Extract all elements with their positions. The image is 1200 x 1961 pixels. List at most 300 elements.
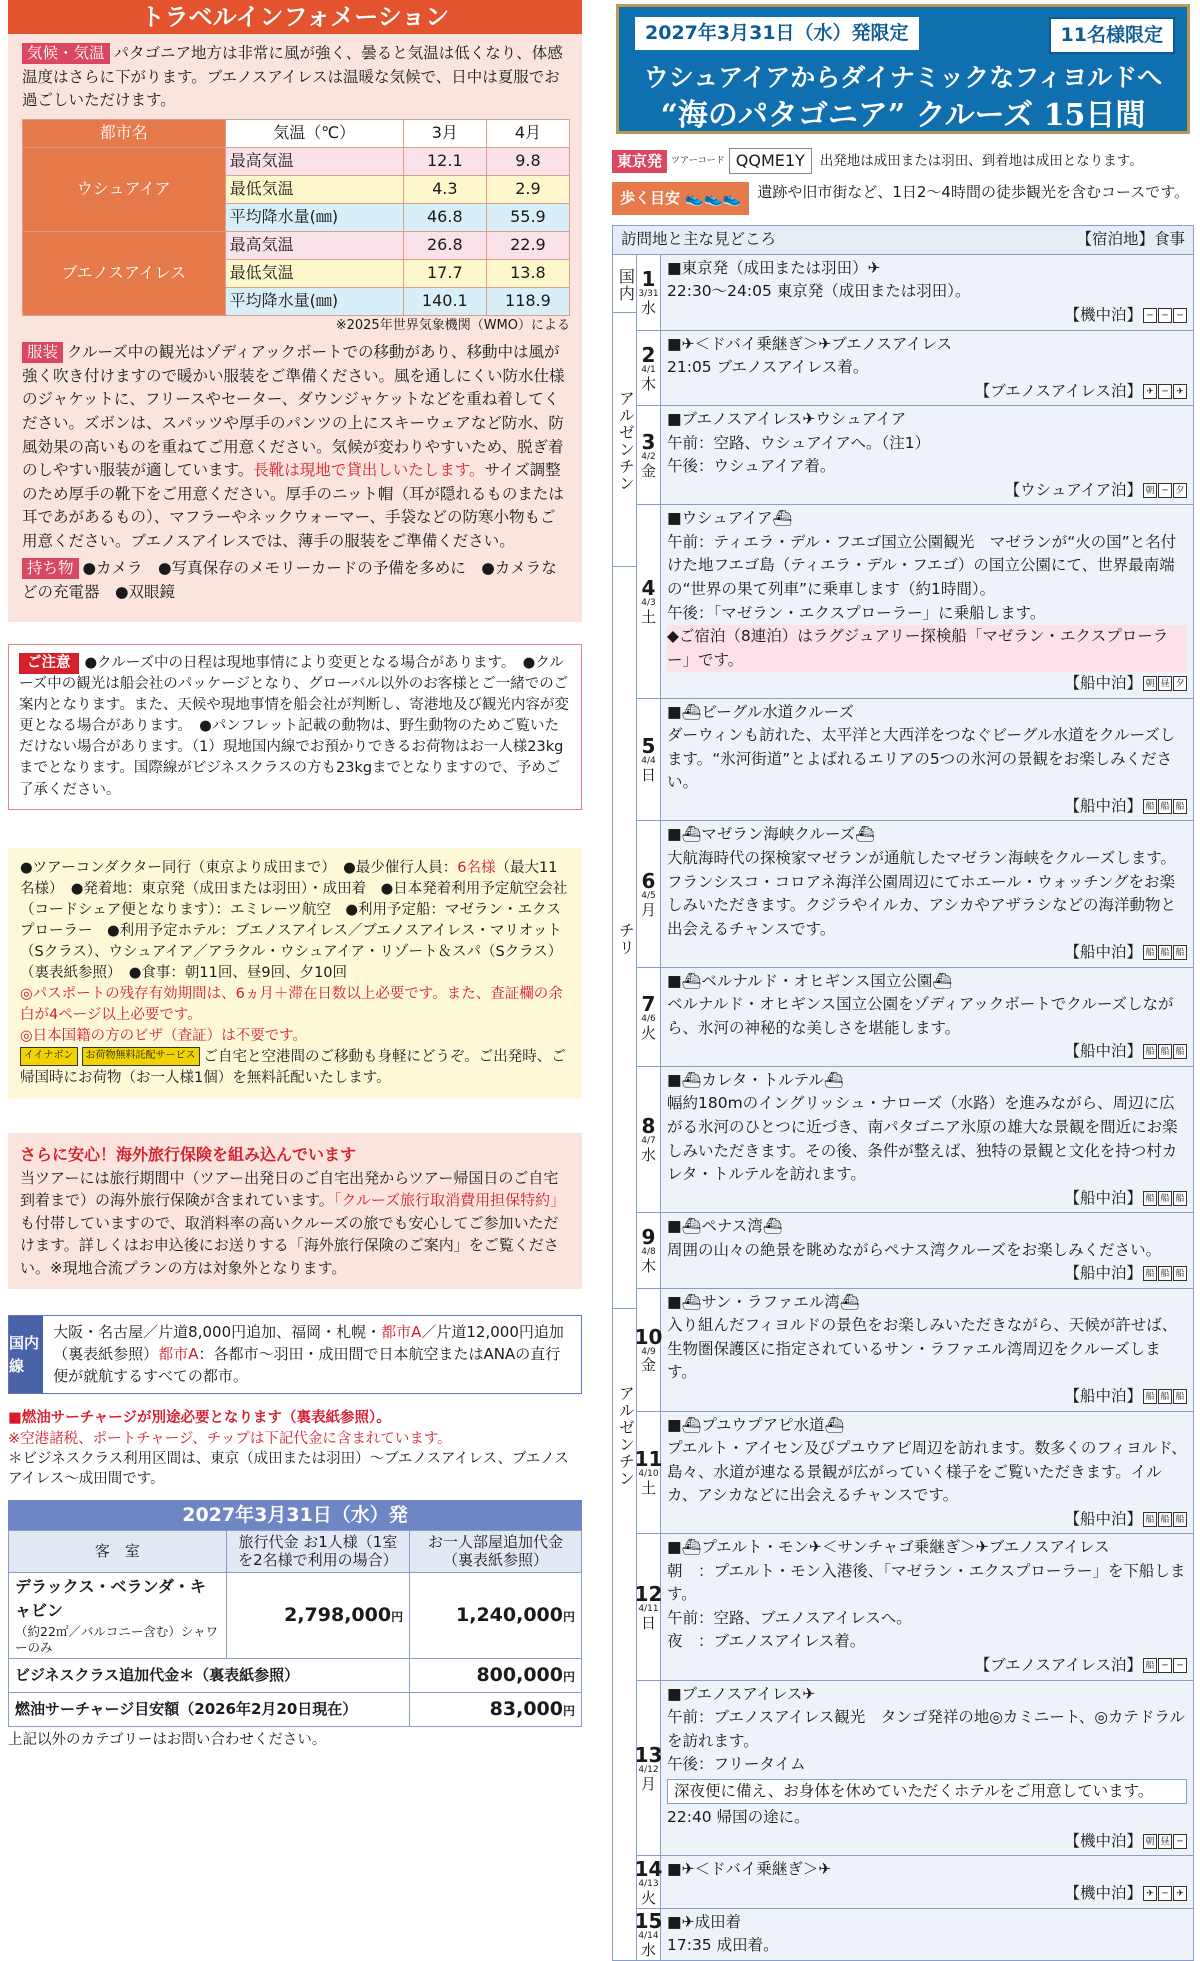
itinerary-day [634,1681,1193,1857]
meal-icon: 船 [1143,799,1157,814]
caution-box [8,644,582,809]
day-route: ■ウシュアイア⛴ [667,509,793,528]
insurance-heading: さらに安心！海外旅行保険を組み込んでいます [20,1144,357,1164]
meal-icon: ✈ [1143,384,1157,399]
day-detail: 22:30～24:05 東京発（成田または羽田）。 [667,282,971,301]
cell: 4.3 [403,175,486,203]
climate-label: 気候・気温 [22,43,110,64]
itinerary-header-right: 【宿泊地】食事 [1076,230,1185,249]
day-route: ■⛴ビーグル水道クルーズ [667,702,854,721]
day-content [661,1909,1193,1960]
price-title: 2027年3月31日（水）発 [8,1500,582,1530]
day-number-cell [637,255,661,330]
day-number-cell [634,1908,663,1960]
day-number: 4 [641,576,656,601]
banner-subtitle: ウシュアイアからダイナミックなフィヨルドへ [643,63,1163,92]
cell: 2.9 [486,175,569,203]
day-date: 4/3 [641,598,656,609]
day-route: ■⛴サン・ラファエル湾⛴ [667,1292,860,1311]
departure-row [612,148,1194,174]
baggage-delivery-badge: お荷物無料託配サービス [82,1047,200,1066]
day-accommodation [667,1830,1187,1854]
insurance-text [20,1167,570,1280]
meal-icon: ─ [1158,1886,1172,1901]
travel-info-box [8,0,582,622]
day-number-cell [637,331,661,406]
day-number-cell [637,1213,661,1288]
stay-label: 【船中泊】 [1064,1042,1142,1061]
day-detail: 周囲の山々の絶景を眺めながらペナス湾クルーズをお楽しみください。 [667,1240,1162,1259]
itinerary-table [612,225,1194,1960]
day-number: 11 [634,1447,663,1472]
day-weekday: 月 [640,1774,656,1793]
day-date: 4/12 [638,1764,659,1775]
row-label: 最低気温 [225,259,403,287]
day-number-cell [637,699,661,821]
yen: 円 [391,1610,404,1625]
domestic-text-3: ：各都市～羽田・成田間で日本航空またはANAの直行便が就航するすべての都市。 [53,1344,561,1385]
tour-banner [616,4,1190,134]
day-number-cell [637,406,661,504]
yen: 円 [562,1610,575,1625]
day-date: 4/7 [641,1136,656,1147]
stay-label: 【船中泊】 [1064,1509,1142,1528]
limit-badge: 11名様限定 [1049,17,1175,54]
itinerary-day [637,1067,1193,1213]
left-column [8,0,582,1751]
itinerary-day [634,1412,1193,1535]
tour-code: QQME1Y [729,148,812,174]
row-label: 最高気温 [225,147,403,175]
clothing-label: 服装 [22,342,63,363]
day-detail: ◆ご宿泊（8連泊）はラグジュアリー探検船「マゼラン・エクスプローラー」です。 [667,625,1187,672]
price-table [8,1530,582,1727]
day-detail: プエルト・アイセン及びプユウアピ周辺を訪れます。数多くのフィヨルド、島々、水道が連なる景観が広がっていく様子をご覧いただきます。イルカ、アシカなどに出会えるチャンスです。 [667,1439,1187,1505]
meal-icon: 船 [1158,945,1172,960]
day-detail: 午後：「マゼラン・エクスプローラー」に乗船します。 [667,603,1046,622]
day-date: 4/1 [641,364,656,375]
day-weekday: 木 [640,1257,656,1276]
meal-icon: ─ [1173,1834,1187,1849]
caution-label: ご注意 [19,653,79,674]
tour-code-label: ツアーコード [671,155,725,166]
itinerary-day [637,699,1193,822]
country-label: アルゼンチン [613,313,637,567]
domestic-text-2: ／片道12,000円追加（裏表紙参照） [53,1323,564,1363]
walking-tag [612,182,749,215]
day-number: 10 [634,1324,663,1349]
itinerary-header [613,226,1193,255]
fare-price: 2,798,000 [284,1604,392,1627]
stay-label: 【機中泊】 [1064,305,1142,324]
fuel-cell [410,1693,582,1727]
day-content [661,699,1193,821]
cell: 118.9 [486,287,569,315]
day-accommodation [667,1187,1187,1211]
day-date: 4/10 [638,1469,659,1480]
day-content [661,1412,1193,1534]
insurance-cancel-note: 「クルーズ旅行取消費用担保特約」 [333,1191,566,1210]
itinerary-day [637,968,1193,1067]
meal-icon: ─ [1173,308,1187,323]
day-route: ■⛴プユウプアピ水道⛴ [667,1415,845,1434]
boots-rental-note: 長靴は現地で貸出しいたします。 [253,461,485,480]
day-route: ■✈＜ドバイ乗継ぎ＞✈ [667,1860,832,1879]
itinerary-day [637,406,1193,505]
day-date: 4/2 [641,452,656,463]
fuel-note-3: ＊ビジネスクラス利用区間は、東京（成田または羽田）～ブエノスアイレス、ブエノスアイレス～成田間です。 [8,1451,569,1488]
meal-icon: 夕 [1173,676,1187,691]
day-content [661,1067,1193,1212]
country-column [613,255,637,1960]
stay-label: 【ウシュアイア泊】 [1004,480,1142,499]
domestic-label: 国内線 [9,1316,43,1393]
day-accommodation [667,795,1187,819]
items-text: ●カメラ ●写真保存のメモリーカードの予備を多めに ●カメラなどの充電器 ●双眼鏡 [22,559,557,601]
conditions-text [20,858,570,984]
stay-label: 【船中泊】 [1064,674,1142,693]
meal-icon: ─ [1158,483,1172,498]
fuel-note-1: ■燃油サーチャージが別途必要となります（裏表紙参照）。 [8,1410,391,1427]
room-name: デラックス・ベランダ・キャビン [15,1577,206,1621]
shoe-icon: 👟 [703,189,723,208]
meal-icon: 船 [1158,1191,1172,1206]
stay-label: 【ブエノスアイレス泊】 [974,1656,1142,1675]
insurance-text-1: 当ツアーには旅行期間中（ツアー出発日のご自宅出発からツアー帰国日のご自宅到着まで）の海外旅行保険が含まれています。 [20,1168,559,1210]
meal-icon: 船 [1173,945,1187,960]
meal-icon: 朝 [1143,1834,1157,1849]
city-a: 都市A [158,1344,199,1363]
fuel-note-2: ※空港諸税、ポートチャージ、チップは下記代金に含まれています。 [8,1430,452,1447]
day-weekday: 日 [640,766,656,785]
meal-icon: 船 [1173,1512,1187,1527]
day-accommodation [667,380,1187,404]
meal-icon: ─ [1158,384,1172,399]
meal-icon: 船 [1143,945,1157,960]
day-accommodation [667,1385,1187,1409]
climate-table [22,119,570,316]
day-weekday: 水 [640,1940,656,1959]
visa-note: ◎日本国籍の方のビザ（査証）は不要です。 [20,1027,307,1044]
row-label: 平均降水量(㎜) [225,287,403,315]
day-number: 13 [634,1742,663,1767]
meal-icon: 昼 [1158,676,1172,691]
departure-date-badge: 2027年3月31日（水）発限定 [635,17,919,50]
col-fare: 旅行代金 お1人様（1室を2名様で利用の場合） [226,1530,409,1573]
cell: 17.7 [403,259,486,287]
day-number: 15 [634,1908,663,1933]
day-content [661,255,1193,330]
day-number: 5 [641,734,656,759]
day-accommodation [667,479,1187,503]
day-content [661,968,1193,1066]
climate-text: パタゴニア地方は非常に風が強く、曇ると気温は低くなり、体感温度はさらに下がります。ブエノスアイレスは温暖な気候で、日中は夏服でお過ごしいただけます。 [22,44,563,110]
yen: 円 [562,1704,575,1719]
day-weekday: 月 [640,900,656,919]
day-detail: ダーウィンも訪れた、太平洋と大西洋をつなぐビーグル水道をクルーズします。“氷河街道”とよばれるエリアの5つの氷河の景観をお楽しみください。 [667,726,1176,792]
meal-icon: 船 [1143,1389,1157,1404]
day-number-cell [634,1856,663,1907]
city-a: 都市A [381,1323,422,1342]
cell: 140.1 [403,287,486,315]
meal-icon: 船 [1158,1266,1172,1281]
room-detail: （約22㎡／バルコニー含む）シャワーのみ [15,1623,219,1655]
conditions-text-2: （最大11名様） ●発着地：東京発（成田または羽田）・成田着 ●日本発着利用予定航空会社（コードシェア便となります）：エミレーツ航空 ●利用予定船：マゼラン・エクスプローラー ●利用予定ホテル：ブエノスアイレス／ブエノスアイレス・マリオット（Sクラス）、ウシュアイア／アラクル・ウシュアイア・リゾート＆スパ（Sクラス）（裏表紙参照） ●食事：朝11回、昼9回、夕10回 [20,859,568,981]
stay-label: 【機中泊】 [1064,1883,1142,1902]
insurance-text-2: も付帯していますので、取消料率の高いクルーズの旅でも安心してご参加いただけます。詳しくはお申込後にお送りする「海外旅行保険のご案内」をご覧ください。※現地合流プランの方は対象外となります。 [20,1213,559,1277]
cell: 12.1 [403,147,486,175]
day-accommodation [667,1882,1187,1906]
day-date: 4/4 [641,756,656,767]
day-content [661,821,1193,966]
day-detail: 午前：ティエラ・デル・フエゴ国立公園観光 マゼランが“火の国”と名付けた地フエゴ島（ティエラ・デル・フエゴ）の国立公園にて、世界最南端の“世界の果て列車”に乗車します（約1時間）。 [667,532,1177,598]
domestic-text [43,1316,581,1393]
day-number-cell [634,1681,663,1856]
day-detail: 17:35 成田着。 [667,1936,779,1955]
day-number-cell [637,968,661,1066]
shoe-icon: 👟 [722,189,742,208]
conditions-text-1: ●ツアーコンダクター同行（東京より成田まで） ●最少催行人員： [20,859,458,876]
day-weekday: 火 [640,1023,656,1042]
meal-icon: 船 [1158,799,1172,814]
meal-icon: 船 [1143,1512,1157,1527]
departure-note: 出発地は成田または羽田、到着地は成田となります。 [819,152,1143,169]
itinerary-day [634,1534,1193,1680]
meal-icon: ✈ [1173,384,1187,399]
day-number-cell [634,1534,663,1679]
city-name: ブエノスアイレス [23,231,226,315]
day-date: 4/8 [641,1247,656,1258]
col-single: お一人部屋追加代金（裏表紙参照） [410,1530,582,1573]
price-footnote: 上記以外のカテゴリーはお問い合わせください。 [8,1732,327,1748]
col-room: 客 室 [9,1530,227,1573]
day-date: 4/9 [641,1346,656,1357]
clothing-text-2: サイズ調整のため厚手の靴下をご用意ください。厚手のニット帽（耳が隠れるものまたは耳であがあるもの）、マフラーやネックウォーマー、手袋などの防寒小物もご用意ください。ブエノスアイレスでは、薄手の服装をご準備ください。 [22,461,564,550]
day-route: ■⛴マゼラン海峡クルーズ⛴ [667,825,875,844]
day-date: 4/5 [641,890,656,901]
day-content [661,406,1193,504]
meal-icon: ✈ [1143,1886,1157,1901]
meal-icon: 昼 [1158,1834,1172,1849]
walking-level [612,182,1194,215]
day-detail: 午後：フリータイム [667,1755,806,1774]
day-accommodation [667,672,1187,696]
day-route: ■⛴プエルト・モン✈＜サンチャゴ乗継ぎ＞✈ブエノスアイレス [667,1538,1110,1557]
day-number: 9 [641,1225,656,1250]
day-accommodation [667,1040,1187,1064]
delivery-row [20,1047,570,1089]
stay-label: 【船中泊】 [1064,1387,1142,1406]
shoe-icon: 👟 [685,189,704,208]
meal-icon: 船 [1158,1044,1172,1059]
single-price: 1,240,000 [456,1604,563,1627]
walking-label: 歩く目安 [620,189,681,208]
biz-label: ビジネスクラス追加代金＊（裏表紙参照） [9,1659,410,1693]
domestic-flights [8,1315,582,1394]
day-weekday: 日 [640,1613,656,1632]
itinerary-header-left: 訪問地と主な見どころ [621,230,777,249]
stay-label: 【機中泊】 [1064,1831,1142,1850]
banner-title: “海のパタゴニア” クルーズ 15日間 [660,98,1146,133]
itinerary-day [637,505,1193,698]
row-label: 平均降水量(㎜) [225,203,403,231]
hotel-note: 深夜便に備え、お身体を休めていただくホテルをご用意しています。 [667,1779,1187,1805]
stay-label: 【船中泊】 [1064,796,1142,815]
itinerary-body [613,255,1193,1960]
day-content [661,1681,1193,1856]
fuel-notes [8,1408,582,1489]
day-number-cell [637,821,661,966]
day-date: 4/14 [638,1930,659,1941]
day-accommodation [667,1262,1187,1286]
iinabon-badge: イイナボン [20,1047,78,1066]
tour-conditions [8,848,582,1099]
meal-icon: 船 [1173,799,1187,814]
meal-icon: 船 [1143,1191,1157,1206]
day-detail: 夜 ：ブエノスアイレス着。 [667,1632,866,1651]
cell: 26.8 [403,231,486,259]
day-detail: 午前：空路、ウシュアイアへ。（注1） [667,433,931,452]
meal-icon: 朝 [1143,483,1157,498]
day-detail: 午前：ブエノスアイレス観光 タンゴ発祥の地◎カミニート、◎カテドラルを訪れます。 [667,1708,1185,1750]
clothing-text-1: クルーズ中の観光はゾディアックボートでの移動があり、移動中は風が強く吹き付けますので暖かい服装をご準備ください。風を通しにくい防水仕様のジャケットに、フリースやセーター、ダウンジャケットなどを重ね着してください。ズボンは、スパッツや厚手のパンツの上にスキーウェアなど防水、防風効果の高いものを重ねてご用意ください。気候が変わりやすいため、脱ぎ着のしやすい服装が適しています。 [22,343,565,480]
meal-icon: ✈ [1173,1886,1187,1901]
row-label: 最低気温 [225,175,403,203]
day-detail: ベルナルド・オヒギンス国立公園をゾディアックボートでクルーズしながら、氷河の神秘的な美しさを堪能します。 [667,995,1174,1037]
day-number: 3 [641,430,656,455]
meal-icon: 船 [1158,1389,1172,1404]
fuel-label: 燃油サーチャージ目安額（2026年2月20日現在） [9,1693,410,1727]
stay-label: 【ブエノスアイレス泊】 [974,381,1142,400]
single-cell [410,1573,582,1659]
stay-label: 【船中泊】 [1064,1188,1142,1207]
cell: 22.9 [486,231,569,259]
country-label: 国内 [613,255,637,313]
day-content [661,331,1193,406]
day-date: 3/31 [638,288,659,299]
climate-paragraph [22,42,570,113]
domestic-text-1: 大阪・名古屋／片道8,000円追加、福岡・札幌・ [53,1323,382,1342]
day-number-cell [634,1289,663,1411]
country-label: チリ [613,567,637,1309]
insurance-box [8,1133,582,1290]
day-number: 1 [641,266,656,291]
itinerary-day [637,821,1193,967]
day-weekday: 木 [640,374,656,393]
city-name: ウシュアイア [23,147,226,231]
day-route: ■ブエノスアイレス✈ [667,1684,816,1703]
day-route: ■⛴ペナス湾⛴ [667,1217,783,1236]
day-weekday: 金 [640,461,656,480]
day-detail: 22:40 帰国の途に。 [667,1808,810,1827]
day-detail: 入り組んだフィヨルドの景色をお楽しみいただきながら、天候が許せば、生物圏保護区に指定されているサン・ラファエル湾周辺をクルーズします。 [667,1316,1178,1382]
day-detail: 午前：空路、ブエノスアイレスへ。 [667,1608,912,1627]
day-content [661,1213,1193,1288]
day-number: 6 [641,868,656,893]
walking-text: 遺跡や旧市街など、1日2～4時間の徒歩観光を含むコースです。 [757,183,1189,202]
col-city: 都市名 [23,119,226,147]
clothing-paragraph [22,341,570,553]
itinerary-day [634,1289,1193,1412]
country-label: アルゼンチン [616,1384,636,1487]
itinerary-day [634,1908,1193,1960]
meal-icon: ─ [1173,1658,1187,1673]
day-content [661,505,1193,697]
day-weekday: 火 [640,1888,656,1907]
itinerary-days [634,255,1193,1960]
day-number: 7 [641,991,656,1016]
items-paragraph [22,557,570,604]
meal-icon: 船 [1173,1266,1187,1281]
day-number: 8 [641,1114,656,1139]
day-route: ■✈成田着 [667,1912,742,1931]
meal-icon: ─ [1158,1658,1172,1673]
day-route: ■⛴ベルナルド・オヒギンス国立公園⛴ [667,971,953,990]
day-number: 12 [634,1581,663,1606]
day-number-cell [637,505,661,697]
day-detail: 幅約180mのイングリッシュ・ナローズ（水路）を進みながら、周辺に広がる氷河のひとつに近づき、南パタゴニア氷原の雄大な景観を間近にお楽しみいただきます。その後、条件が整えば、独特の景観と文化を持つ村カレタ・トルテルを訪れます。 [667,1094,1178,1184]
day-number-cell [637,1067,661,1212]
itinerary-day [634,1856,1193,1908]
meal-icon: 船 [1143,1044,1157,1059]
col-apr: 4月 [486,119,569,147]
meal-icon: 船 [1173,1191,1187,1206]
biz-cell [410,1659,582,1693]
day-detail: 21:05 ブエノスアイレス着。 [667,358,869,377]
day-number: 14 [634,1856,663,1881]
travel-info-title: トラベルインフォメーション [140,3,450,31]
day-route: ■⛴カレタ・トルテル⛴ [667,1070,844,1089]
table-source: ※2025年世界気象機関（WMO）による [335,317,570,333]
stay-label: 【船中泊】 [1064,1264,1142,1283]
meal-icon: ─ [1143,308,1157,323]
day-detail: 午後：ウシュアイア着。 [667,457,836,476]
meal-icon: 船 [1173,1389,1187,1404]
day-date: 4/11 [638,1603,659,1614]
row-label: 最高気温 [225,231,403,259]
stay-label: 【船中泊】 [1064,943,1142,962]
day-route: ■東京発（成田または羽田）✈ [667,258,881,277]
day-date: 4/13 [638,1878,659,1889]
meal-icon: 船 [1143,1658,1157,1673]
day-number-cell [634,1412,663,1534]
right-column [612,0,1194,1961]
col-mar: 3月 [403,119,486,147]
cell: 9.8 [486,147,569,175]
day-detail: 朝 ：プエルト・モン入港後、「マゼラン・エクスプローラー」を下船します。 [667,1561,1186,1604]
meal-icon: 船 [1143,1266,1157,1281]
day-number: 2 [641,342,656,367]
day-weekday: 土 [640,1479,656,1498]
cell: 55.9 [486,203,569,231]
day-accommodation [667,1654,1187,1678]
items-label: 持ち物 [22,558,79,579]
meal-icon: 夕 [1173,483,1187,498]
day-content [661,1534,1193,1679]
day-weekday: 水 [640,298,656,317]
cell: 13.8 [486,259,569,287]
caution-text: ●クルーズ中の日程は現地事情により変更となる場合があります。 ●クルーズ中の観光は船会社のパッケージとなり、グローバル以外のお客様とご一緒でのご案内となります。また、天候や現地事情を船会社が判断し、寄港地及び観光内容が変更となる場合があります。 ●パンフレット記載の動物は、野生動物のためご覧いただけない場合があります。（1）現地国内線でお預かりできるお荷物はお一人様23kgまでとなります。国際線がビジネスクラスの方も23kgまでとなりますので、予めご了承ください。 [19,655,569,798]
min-people: 6名様 [457,859,496,876]
day-weekday: 金 [640,1356,656,1375]
meal-icon: 船 [1158,1512,1172,1527]
day-route: ■ブエノスアイレス✈ウシュアイア [667,410,907,429]
biz-price: 800,000 [476,1664,563,1687]
day-date: 4/6 [641,1013,656,1024]
meal-icon: 船 [1173,1044,1187,1059]
itinerary-day [637,1213,1193,1289]
room-cell [9,1573,227,1659]
